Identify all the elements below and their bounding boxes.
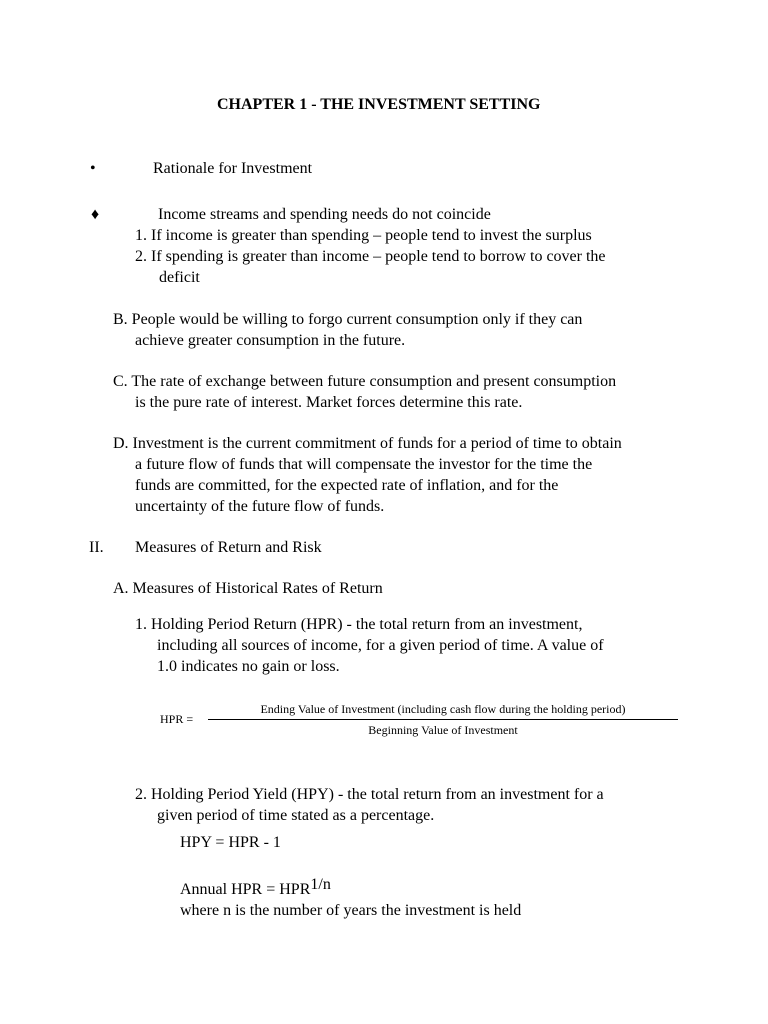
hpr-line-1: 1. Holding Period Return (HPR) - the total return from an investment, bbox=[135, 616, 583, 633]
annual-hpr-base: Annual HPR = HPR bbox=[180, 881, 311, 898]
sub-a-heading: Income streams and spending needs do not coincide bbox=[158, 206, 491, 223]
page-title: CHAPTER 1 - THE INVESTMENT SETTING bbox=[217, 96, 541, 113]
sub-a-item-2-line-2: deficit bbox=[159, 269, 200, 286]
annual-hpr-exponent: 1/n bbox=[310, 876, 331, 893]
point-b-line-2: achieve greater consumption in the future. bbox=[135, 332, 406, 349]
formula-denominator: Beginning Value of Investment bbox=[368, 723, 518, 737]
bullet-diamond-icon: ♦ bbox=[91, 206, 100, 223]
hpy-equation: HPY = HPR - 1 bbox=[180, 834, 281, 851]
formula-fraction bbox=[208, 700, 678, 738]
point-d-line-3: funds are committed, for the expected rate of inflation, and for the bbox=[135, 477, 559, 494]
point-d-line-2: a future flow of funds that will compensate the investor for the time the bbox=[135, 456, 593, 473]
formula-lhs: HPR = bbox=[160, 712, 194, 726]
point-c-line-1: C. The rate of exchange between future consumption and present consumption bbox=[113, 373, 617, 390]
section-ii-heading: Measures of Return and Risk bbox=[135, 539, 322, 556]
bullet-dot-icon: • bbox=[90, 160, 96, 177]
sub-a-item-1: 1. If income is greater than spending – people tend to invest the surplus bbox=[135, 227, 592, 244]
section-i-heading: Rationale for Investment bbox=[153, 160, 313, 177]
point-b-line-1: B. People would be willing to forgo current consumption only if they can bbox=[113, 311, 583, 328]
section-ii-a-heading: A. Measures of Historical Rates of Return bbox=[113, 580, 383, 597]
annual-hpr-equation bbox=[180, 876, 331, 900]
where-n-line: where n is the number of years the investment is held bbox=[180, 902, 522, 919]
point-c-line-2: is the pure rate of interest. Market forces determine this rate. bbox=[135, 394, 523, 411]
hpr-line-3: 1.0 indicates no gain or loss. bbox=[157, 658, 340, 675]
section-ii-number: II. bbox=[89, 539, 104, 556]
sub-a-item-2-line-1: 2. If spending is greater than income – people tend to borrow to cover the bbox=[135, 248, 606, 265]
hpr-line-2: including all sources of income, for a given period of time. A value of bbox=[157, 637, 604, 654]
point-d-line-4: uncertainty of the future flow of funds. bbox=[135, 498, 385, 515]
fraction-bar bbox=[208, 719, 678, 720]
hpy-line-1: 2. Holding Period Yield (HPY) - the total return from an investment for a bbox=[135, 786, 604, 803]
point-d-line-1: D. Investment is the current commitment of funds for a period of time to obtain bbox=[113, 435, 622, 452]
formula-numerator: Ending Value of Investment (including cash flow during the holding period) bbox=[260, 702, 626, 716]
hpy-line-2: given period of time stated as a percentage. bbox=[157, 807, 435, 824]
